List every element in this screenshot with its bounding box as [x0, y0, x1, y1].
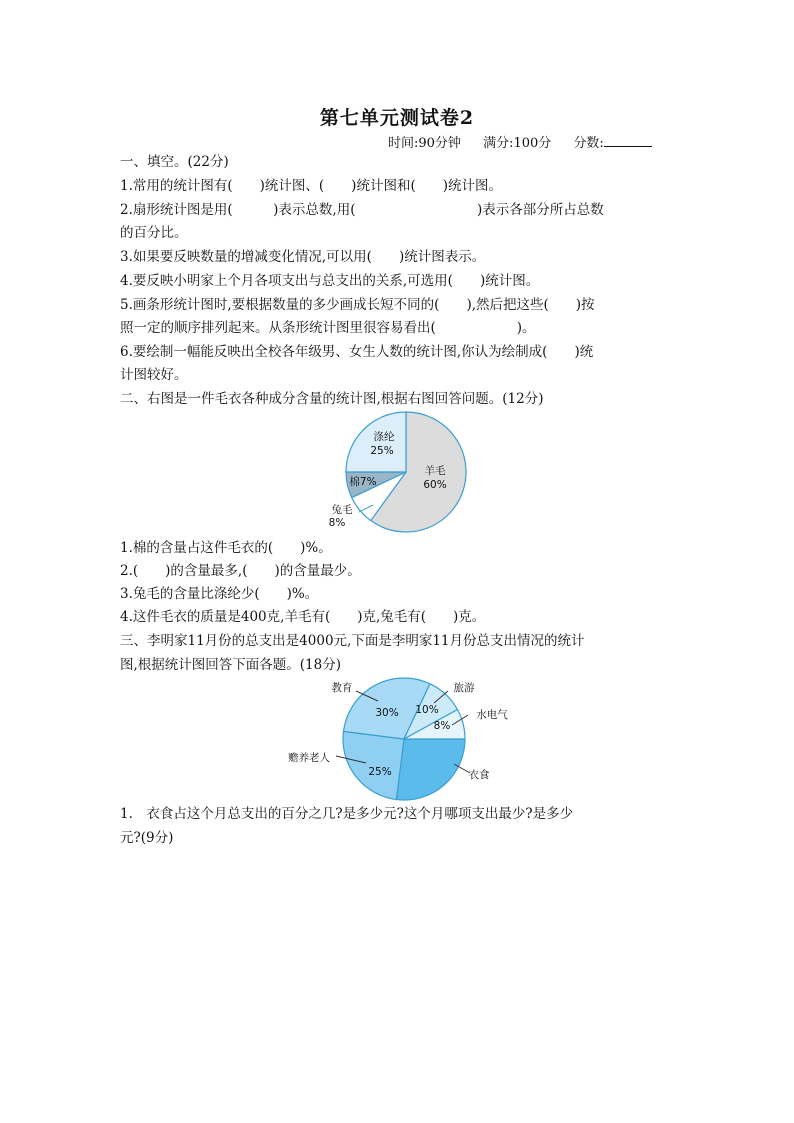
- question-1-1: 1.常用的统计图有( )统计图、( )统计图和( )统计图。: [120, 178, 502, 194]
- pie2-label-food: 衣食: [468, 769, 490, 781]
- question-1-3: 3.如果要反映数量的增减变化情况,可以用( )统计图表示。: [120, 249, 486, 265]
- section1-heading: 一、填空。(22分): [120, 154, 229, 170]
- pie2-slice-0: [396, 739, 465, 800]
- question-2-2: 2.( )的含量最多,( )的含量最少。: [120, 563, 361, 579]
- pie1-label-cotton: 棉7%: [349, 476, 377, 488]
- page-title: 第七单元测试卷2: [319, 107, 475, 129]
- question-1-5: 5.画条形统计图时,要根据数量的多少画成长短不同的( ),然后把这些( )按: [120, 297, 595, 313]
- question-1-6: 6.要绘制一幅能反映出全校各年级男、女生人数的统计图,你认为绘制成( )统: [120, 344, 594, 360]
- question-3-1-cont: 元?(9分): [120, 830, 174, 846]
- question-2-1: 1.棉的含量占这件毛衣的( )%。: [120, 540, 332, 556]
- score-blank[interactable]: [604, 134, 652, 147]
- pie2-value-education: 30%: [375, 707, 399, 719]
- expense-pie-chart: [280, 675, 510, 803]
- exam-time: 时间:90分钟: [388, 136, 461, 151]
- exam-meta: [388, 132, 652, 151]
- section2-heading: 二、右图是一件毛衣各种成分含量的统计图,根据右图回答问题。(12分): [120, 391, 544, 407]
- pie2-value-utilities: 8%: [433, 720, 451, 732]
- pie2-label-elderly: 赡养老人: [288, 752, 330, 764]
- exam-full-score: 满分:100分: [483, 136, 552, 151]
- sweater-composition-pie-chart: [315, 408, 485, 536]
- pie1-label-polyester: 涤纶: [373, 431, 395, 443]
- pie2-label-education: 教育: [331, 682, 353, 694]
- question-1-6-cont: 计图较好。: [120, 367, 188, 383]
- question-1-5-cont: 照一定的顺序排列起来。从条形统计图里很容易看出( )。: [120, 320, 536, 336]
- pie1-value-polyester: 25%: [370, 445, 394, 457]
- pie2-value-elderly: 25%: [368, 766, 392, 778]
- question-1-4: 4.要反映小明家上个月各项支出与总支出的关系,可选用( )统计图。: [120, 273, 540, 289]
- pie2-label-utilities: 水电气: [476, 709, 508, 721]
- pie1-value-wool: 60%: [423, 479, 447, 491]
- question-1-2-cont: 的百分比。: [120, 225, 188, 241]
- pie2-label-travel: 旅游: [453, 682, 475, 694]
- pie2-value-travel: 10%: [415, 704, 439, 716]
- question-2-4: 4.这件毛衣的质量是400克,羊毛有( )克,兔毛有( )克。: [120, 609, 486, 625]
- section3-heading: 三、李明家11月份的总支出是4000元,下面是李明家11月份总支出情况的统计: [120, 633, 585, 649]
- section3-heading-cont: 图,根据统计图回答下面各题。(18分): [120, 657, 342, 673]
- question-3-1: 1. 衣食占这个月总支出的百分之几?是多少元?这个月哪项支出最少?是多少: [120, 806, 574, 822]
- pie1-label-wool: 羊毛: [424, 465, 446, 477]
- pie1-label-rabbit: 兔毛: [331, 504, 353, 516]
- question-2-3: 3.兔毛的含量比涤纶少( )%。: [120, 586, 319, 602]
- exam-score-label: 分数:: [573, 136, 604, 151]
- question-1-2: 2.扇形统计图是用( )表示总数,用( )表示各部分所占总数: [120, 202, 604, 218]
- pie1-value-rabbit: 8%: [328, 517, 346, 529]
